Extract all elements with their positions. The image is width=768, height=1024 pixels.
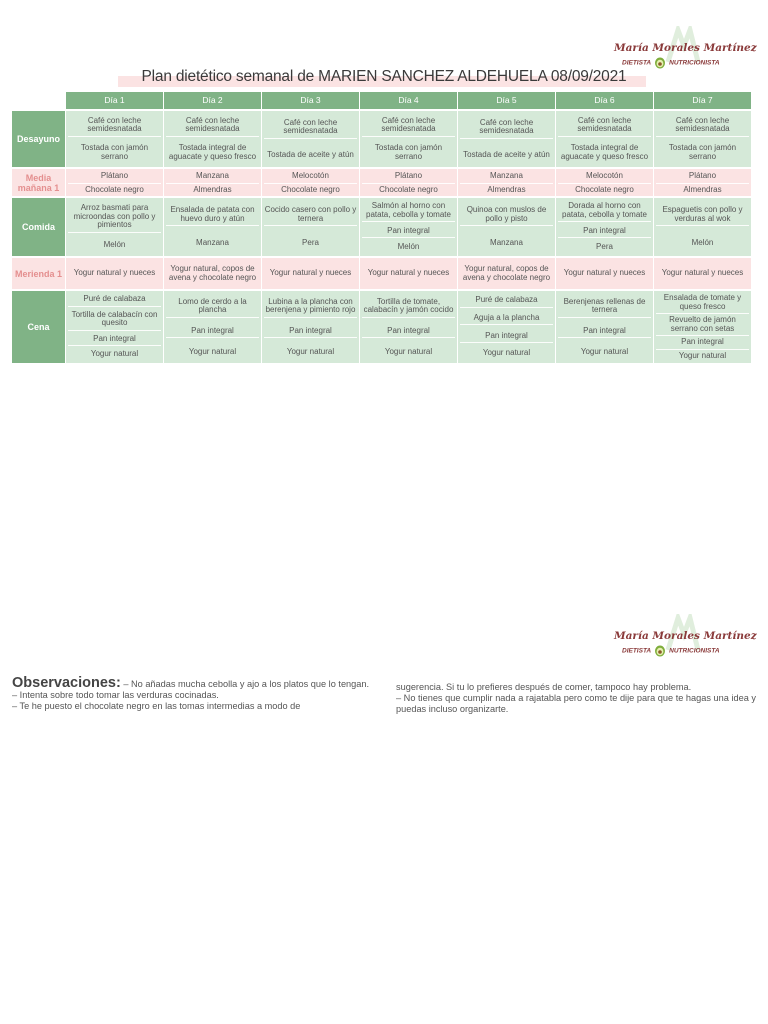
meal-item: Quinoa con muslos de pollo y pisto: [460, 204, 553, 226]
logo-subtitle: DIETISTA NUTRICIONISTA: [622, 645, 742, 657]
meal-item: Berenjenas rellenas de ternera: [558, 296, 651, 318]
meal-cell: [262, 291, 359, 363]
meal-cell: [262, 198, 359, 256]
meal-item: Yogur natural, copos de avena y chocolate negro: [168, 264, 257, 282]
observation-lead: – No añadas mucha cebolla y ajo a los platos que lo tengan.: [120, 679, 370, 689]
meal-item: Pan integral: [362, 325, 455, 339]
observations-right: [396, 682, 756, 715]
meal-cell: [458, 198, 555, 256]
meal-label: Cena: [12, 291, 65, 363]
meal-item: Yogur natural y nueces: [661, 268, 744, 278]
meal-cell: [458, 258, 555, 289]
meal-item: Almendras: [683, 184, 722, 194]
day-header: Día 2: [164, 92, 261, 109]
meal-item: Pan integral: [264, 325, 357, 339]
meal-item: Tortilla de calabacín con quesito: [68, 309, 161, 331]
meal-item: Chocolate negro: [575, 184, 634, 194]
observations-heading: Observaciones:: [12, 675, 121, 691]
meal-cell: [262, 169, 359, 196]
meal-item: Pera: [302, 238, 319, 248]
day-header: Día 3: [262, 92, 359, 109]
meal-cell: [458, 111, 555, 167]
meal-cell: [360, 198, 457, 256]
meal-row: [12, 198, 756, 256]
meal-cell: [556, 291, 653, 363]
meal-item: Yogur natural: [286, 346, 335, 356]
meal-row: [12, 169, 756, 196]
meal-item: Pan integral: [166, 325, 259, 339]
meal-item: Café con leche semidesnatada: [362, 115, 455, 137]
meal-item: Manzana: [490, 238, 523, 248]
meal-cell: [66, 169, 163, 196]
meal-item: Yogur natural: [188, 346, 237, 356]
day-header: Día 5: [458, 92, 555, 109]
meal-item: Café con leche semidesnatada: [166, 115, 259, 137]
day-header: Día 7: [654, 92, 751, 109]
observations-left: [12, 675, 374, 712]
meal-cell: [556, 169, 653, 196]
meal-label: Merienda 1: [12, 258, 65, 289]
meal-cell: [458, 169, 555, 196]
meal-item: Plátano: [656, 170, 749, 184]
meal-cell: [66, 111, 163, 167]
meal-label: Comida: [12, 198, 65, 256]
meal-item: Café con leche semidesnatada: [460, 117, 553, 139]
meal-item: Yogur natural y nueces: [563, 268, 646, 278]
meal-cell: [458, 291, 555, 363]
meal-item: Tortilla de tomate, calabacín y jamón cocido: [362, 296, 455, 318]
meal-cell: [654, 258, 751, 289]
meal-cell: [164, 169, 261, 196]
meal-item: Yogur natural: [384, 346, 433, 356]
meal-cell: [164, 111, 261, 167]
meal-item: Café con leche semidesnatada: [558, 115, 651, 137]
meal-item: Manzana: [166, 170, 259, 184]
meal-item: Plátano: [68, 170, 161, 184]
meal-item: Dorada al horno con patata, cebolla y tomate: [558, 200, 651, 222]
meal-item: Melocotón: [264, 170, 357, 184]
meal-item: Yogur natural: [580, 346, 629, 356]
meal-item: Ensalada de tomate y queso fresco: [656, 292, 749, 314]
meal-item: Tostada con jamón serrano: [374, 143, 443, 161]
meal-item: Cocido casero con pollo y ternera: [264, 204, 357, 226]
meal-item: Plátano: [362, 170, 455, 184]
meal-item: Chocolate negro: [379, 184, 438, 194]
meal-row: [12, 111, 756, 167]
meal-label: Desayuno: [12, 111, 65, 167]
meal-item: Chocolate negro: [85, 184, 144, 194]
meal-cell: [262, 258, 359, 289]
meal-cell: [164, 291, 261, 363]
meal-item: Pan integral: [362, 225, 455, 239]
logo-name: María Morales Martínez: [614, 42, 757, 54]
meal-cell: [360, 111, 457, 167]
meal-item: Café con leche semidesnatada: [68, 115, 161, 137]
meal-item: Yogur natural y nueces: [269, 268, 352, 278]
meal-item: Manzana: [460, 170, 553, 184]
meal-item: Manzana: [196, 238, 229, 248]
meal-item: Yogur natural: [482, 348, 531, 358]
meal-cell: [66, 258, 163, 289]
meal-cell: [360, 258, 457, 289]
meal-item: Lomo de cerdo a la plancha: [166, 296, 259, 318]
meal-item: Café con leche semidesnatada: [264, 117, 357, 139]
meal-cell: [556, 258, 653, 289]
meal-item: Tostada con jamón serrano: [80, 143, 149, 161]
meal-item: Melón: [397, 242, 420, 252]
meal-item: Puré de calabaza: [460, 294, 553, 308]
meal-item: Aguja a la plancha: [460, 312, 553, 326]
meal-cell: [360, 291, 457, 363]
meal-item: Ensalada de patata con huevo duro y atún: [166, 204, 259, 226]
meal-cell: [556, 198, 653, 256]
day-header: Día 4: [360, 92, 457, 109]
meal-item: Pan integral: [68, 333, 161, 347]
meal-item: Yogur natural y nueces: [73, 268, 156, 278]
meal-row: [12, 258, 756, 289]
meal-item: Lubina a la plancha con berenjena y pimiento rojo: [264, 296, 357, 318]
meal-row: [12, 291, 756, 363]
meal-item: Tostada de aceite y atún: [267, 149, 354, 159]
meal-item: Melón: [103, 240, 126, 250]
meal-item: Almendras: [193, 184, 232, 194]
meal-cell: [654, 169, 751, 196]
meal-item: Pan integral: [558, 325, 651, 339]
meal-item: Pera: [596, 242, 613, 252]
logo-name: María Morales Martínez: [614, 630, 757, 642]
meal-cell: [654, 291, 751, 363]
meal-item: Almendras: [487, 184, 526, 194]
meal-item: Melocotón: [558, 170, 651, 184]
meal-cell: [654, 111, 751, 167]
meal-item: Pan integral: [558, 225, 651, 239]
meal-cell: [262, 111, 359, 167]
meal-item: Tostada integral de aguacate y queso fresco: [560, 143, 649, 161]
day-header: Día 1: [66, 92, 163, 109]
meal-cell: [654, 198, 751, 256]
meal-item: Chocolate negro: [281, 184, 340, 194]
meal-item: Melón: [691, 238, 714, 248]
meal-label: Media mañana 1: [12, 169, 65, 196]
meal-item: Yogur natural: [90, 349, 139, 359]
meal-item: Pan integral: [460, 330, 553, 344]
observation-line: sugerencia. Si tu lo prefieres después de comer, tampoco hay problema.: [396, 682, 692, 692]
meal-item: Tostada de aceite y atún: [463, 149, 550, 159]
meal-item: Puré de calabaza: [68, 293, 161, 307]
header-spacer: [12, 92, 65, 109]
meal-cell: [164, 258, 261, 289]
meal-item: Yogur natural: [678, 350, 727, 360]
meal-item: Yogur natural, copos de avena y chocolate negro: [462, 264, 551, 282]
meal-cell: [66, 291, 163, 363]
meal-cell: [164, 198, 261, 256]
meal-item: Espaguetis con pollo y verduras al wok: [656, 204, 749, 226]
day-header-row: [12, 92, 756, 109]
meal-item: Tostada integral de aguacate y queso fresco: [168, 143, 257, 161]
meal-cell: [556, 111, 653, 167]
logo-subtitle: DIETISTA NUTRICIONISTA: [622, 57, 742, 69]
meal-item: Café con leche semidesnatada: [656, 115, 749, 137]
meal-item: Salmón al horno con patata, cebolla y tomate: [362, 200, 455, 222]
observation-line: – Te he puesto el chocolate negro en las tomas intermedias a modo de: [12, 701, 301, 711]
meal-item: Tostada con jamón serrano: [668, 143, 737, 161]
meal-item: Arroz basmati para microondas con pollo y pimientos: [68, 202, 161, 233]
meal-item: Yogur natural y nueces: [367, 268, 450, 278]
meal-cell: [66, 198, 163, 256]
observations-first-line: [12, 675, 374, 691]
meal-item: Revuelto de jamón serrano con setas: [656, 314, 749, 336]
day-header: Día 6: [556, 92, 653, 109]
meal-item: Pan integral: [656, 336, 749, 350]
brand-logo-bottom: [614, 620, 757, 670]
page-title: Plan dietético semanal de MARIEN SANCHEZ ALDEHUELA 08/09/2021: [110, 68, 658, 88]
avocado-icon: [654, 645, 666, 657]
meal-cell: [360, 169, 457, 196]
observation-line: – Intenta sobre todo tomar las verduras cocinadas.: [12, 690, 219, 700]
observation-line: – No tienes que cumplir nada a rajatabla pero como te dije para que te hagas una idea y puedas incluso organizarte.: [396, 693, 756, 714]
meal-plan-table: [12, 92, 756, 365]
